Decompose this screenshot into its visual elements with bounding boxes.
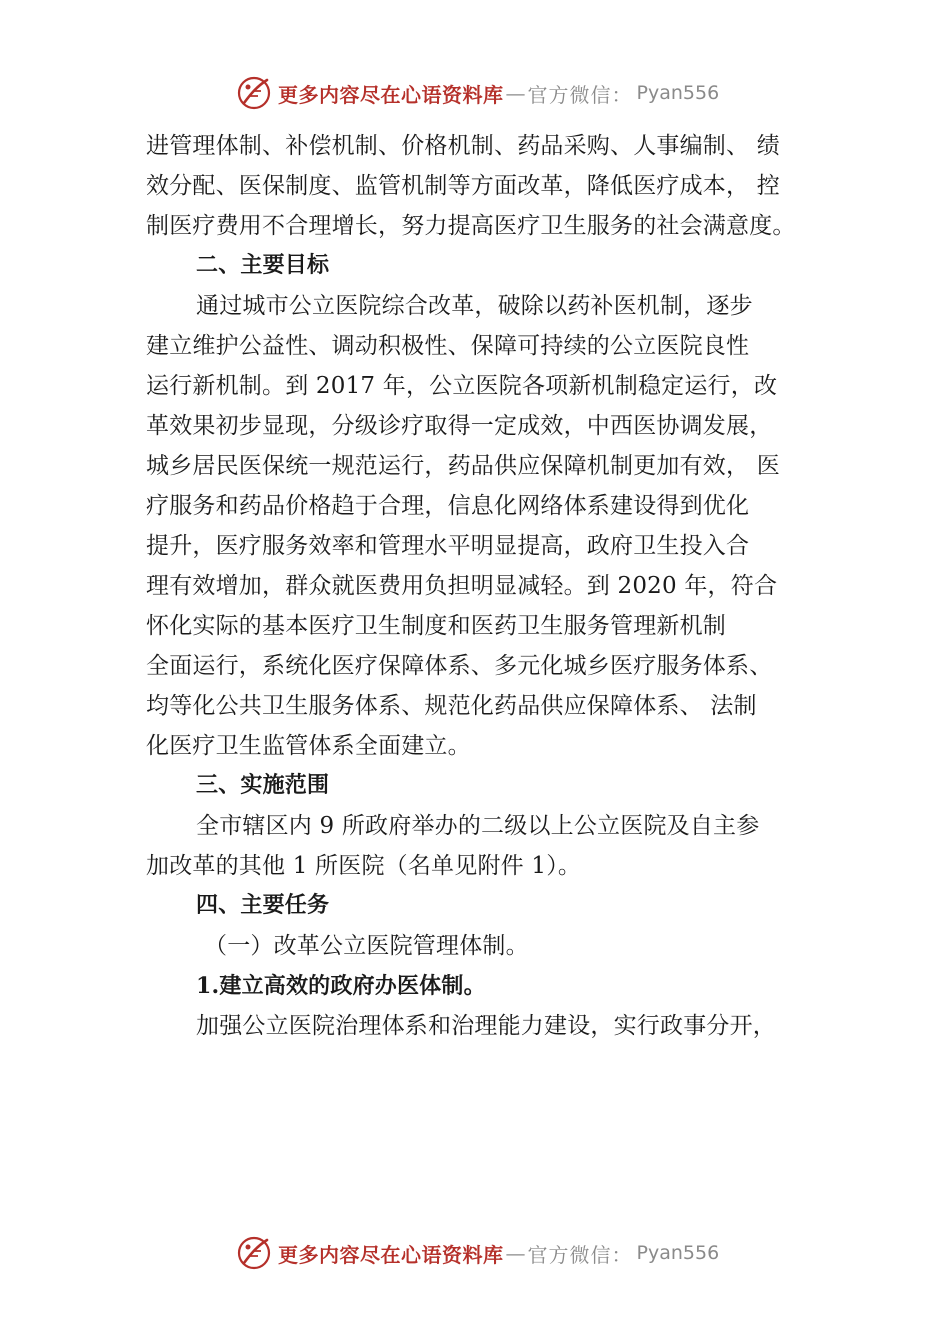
watermark-separator: — [505,1241,526,1265]
body-line: 加强公立医院治理体系和治理能力建设，实行政事分开， [196,1013,776,1039]
body-line: 理有效增加，群众就医费用负担明显减轻。到 2020 年，符合 [146,573,778,599]
body-line: 化医疗卫生监管体系全面建立。 [146,733,471,759]
body-line: 疗服务和药品价格趋于合理，信息化网络体系建设得到优化 [146,493,750,519]
body-line: 提升，医疗服务效率和管理水平明显提高，政府卫生投入合 [146,533,750,559]
body-line: 进管理体制、补偿机制、价格机制、药品采购、人事编制、 绩 [146,133,780,159]
item-heading: 1.建立高效的政府办医体制。 [196,973,486,999]
body-line: 制医疗费用不合理增长，努力提高医疗卫生服务的社会满意度。 [146,213,796,239]
body-line: 加改革的其他 1 所医院（名单见附件 1）。 [146,853,582,879]
watermark-sub-text: 官方微信： [527,1242,633,1267]
body-line: 均等化公共卫生服务体系、规范化药品供应保障体系、 法制 [146,693,757,719]
body-line: 全面运行，系统化医疗保障体系、多元化城乡医疗服务体系、 [146,653,773,679]
body-line: 革效果初步显现，分级诊疗取得一定成效，中西医协调发展， [146,413,773,439]
document-body [146,126,822,1046]
body-line: 全市辖区内 9 所政府举办的二级以上公立医院及自主参 [196,813,760,839]
subsection-heading: （一）改革公立医院管理体制。 [204,933,529,959]
body-line: 运行新机制。到 2017 年，公立医院各项新机制稳定运行，改 [146,373,778,399]
body-line: 建立维护公益性、调动积极性、保障可持续的公立医院良性 [146,333,750,359]
watermark-wechat-id: Pyan556 [636,82,720,104]
header-watermark [236,73,719,113]
watermark-sub-text: 官方微信： [527,82,633,107]
section-heading-tasks: 四、主要任务 [196,893,330,918]
footer-watermark [236,1233,719,1273]
watermark-separator: — [505,81,526,105]
body-line: 怀化实际的基本医疗卫生制度和医药卫生服务管理新机制 [146,613,726,639]
body-line: 效分配、医保制度、监管机制等方面改革，降低医疗成本， 控 [146,173,780,199]
quill-logo-icon [236,75,272,111]
body-line: 城乡居民医保统一规范运行，药品供应保障机制更加有效， 医 [146,453,780,479]
watermark-main-text: 更多内容尽在心语资料库 [278,82,504,107]
quill-logo-icon [236,1235,272,1271]
section-heading-scope: 三、实施范围 [196,773,330,798]
watermark-wechat-id: Pyan556 [636,1242,720,1264]
watermark-main-text: 更多内容尽在心语资料库 [278,1242,504,1267]
body-line: 通过城市公立医院综合改革，破除以药补医机制，逐步 [196,293,753,319]
section-heading-goals: 二、主要目标 [196,253,330,278]
